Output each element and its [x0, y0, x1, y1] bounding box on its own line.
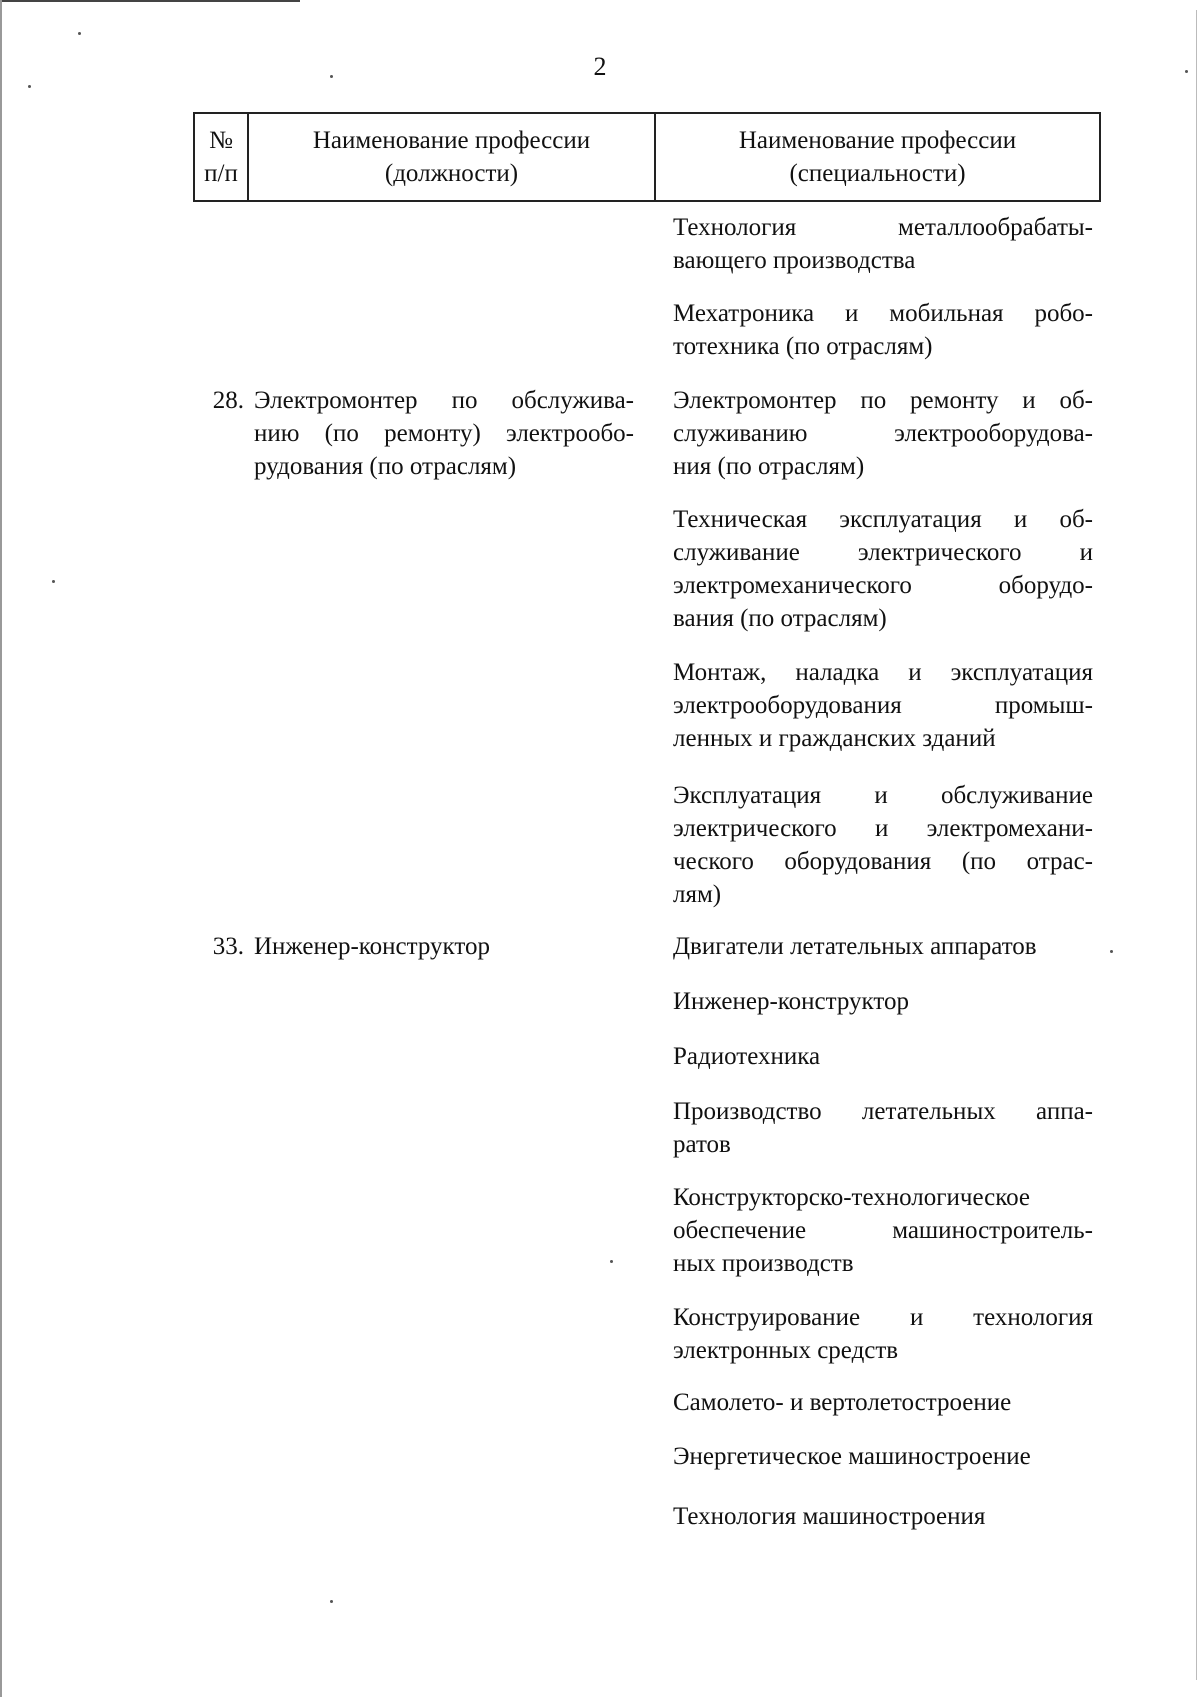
specialty-item	[673, 779, 1093, 911]
specialty-item	[673, 1500, 1093, 1533]
specialty-line: служивание электрического и	[673, 539, 1093, 566]
specialty-item	[673, 211, 1093, 277]
specialty-item	[673, 656, 1093, 755]
row-number: 33.	[212, 933, 244, 960]
scan-speck	[1185, 70, 1188, 73]
specialty-item	[673, 503, 1093, 635]
scan-speck	[330, 1600, 333, 1603]
position-line: Электромонтер по обслужива-	[254, 387, 634, 414]
specialty-item	[673, 930, 1093, 963]
header-position-line2: (должности)	[384, 160, 519, 187]
specialty-line: Конструкторско-технологическое	[673, 1184, 1031, 1211]
position-line: Инженер-конструктор	[254, 933, 490, 960]
page-number: 2	[593, 52, 607, 81]
specialty-item	[673, 1095, 1093, 1161]
header-specialty-line2: (специальности)	[789, 160, 966, 187]
scan-speck	[28, 85, 31, 88]
specialty-item	[673, 1440, 1093, 1473]
specialty-line: Конструирование и технология	[673, 1304, 1093, 1331]
specialty-line: электрического и электромехани-	[673, 815, 1093, 842]
position-name	[254, 384, 634, 483]
header-number-cell	[194, 113, 248, 201]
position-line: рудования (по отраслям)	[254, 453, 517, 480]
scan-speck	[330, 75, 333, 78]
specialty-line: Электромонтер по ремонту и об-	[673, 387, 1093, 414]
specialty-line: ческого оборудования (по отрас-	[673, 848, 1093, 875]
specialty-line: Мехатроника и мобильная робо-	[673, 300, 1093, 327]
specialty-line: Производство летательных аппа-	[673, 1098, 1093, 1125]
scan-speck	[1110, 950, 1113, 953]
scan-speck	[52, 580, 55, 583]
scan-edge-right	[1196, 10, 1197, 1680]
specialty-line: Монтаж, наладка и эксплуатация	[673, 659, 1093, 686]
specialty-line: Инженер-конструктор	[673, 988, 909, 1015]
specialty-line: вающего производства	[673, 247, 916, 274]
specialty-line: ных производств	[673, 1250, 854, 1277]
position-name	[254, 930, 634, 963]
specialty-line: электронных средств	[673, 1337, 899, 1364]
scan-edge-top	[0, 0, 300, 2]
specialty-line: электромеханического оборудо-	[673, 572, 1093, 599]
scan-speck	[78, 32, 81, 35]
header-position-line1: Наименование профессии	[312, 127, 591, 154]
scan-edge-left	[0, 0, 2, 1697]
specialty-item	[673, 985, 1093, 1018]
specialty-line: Энергетическое машиностроение	[673, 1443, 1031, 1470]
specialty-line: Техническая эксплуатация и об-	[673, 506, 1093, 533]
specialty-item	[673, 1386, 1093, 1419]
specialty-line: ратов	[673, 1131, 731, 1158]
specialty-item	[673, 384, 1093, 483]
specialty-item	[673, 1181, 1093, 1280]
specialty-line: Технология металлообрабаты-	[673, 214, 1093, 241]
specialty-line: ленных и гражданских зданий	[673, 725, 996, 752]
specialty-line: Двигатели летательных аппаратов	[673, 933, 1037, 960]
table-header	[193, 112, 1101, 202]
header-number-line1: №	[209, 127, 233, 154]
specialty-line: ния (по отраслям)	[673, 453, 865, 480]
specialty-line: Технология машиностроения	[673, 1503, 986, 1530]
specialty-line: Радиотехника	[673, 1043, 821, 1070]
specialty-line: вания (по отраслям)	[673, 605, 887, 632]
specialty-line: тотехника (по отраслям)	[673, 333, 933, 360]
specialty-line: служиванию электрооборудова-	[673, 420, 1093, 447]
scan-speck	[610, 1260, 613, 1263]
specialty-line: Эксплуатация и обслуживание	[673, 782, 1093, 809]
specialty-item	[673, 297, 1093, 363]
header-specialty-cell	[655, 113, 1100, 201]
specialty-line: лям)	[673, 881, 722, 908]
specialty-item	[673, 1040, 1093, 1073]
specialty-line: Самолето- и вертолетостроение	[673, 1389, 1012, 1416]
specialty-line: обеспечение машиностроитель-	[673, 1217, 1093, 1244]
specialty-line: электрооборудования промыш-	[673, 692, 1093, 719]
header-position-cell	[248, 113, 655, 201]
position-line: нию (по ремонту) электрообо-	[254, 420, 634, 447]
row-number: 28.	[212, 387, 244, 414]
header-number-line2: п/п	[204, 160, 238, 187]
header-specialty-line1: Наименование профессии	[738, 127, 1017, 154]
specialty-item	[673, 1301, 1093, 1367]
